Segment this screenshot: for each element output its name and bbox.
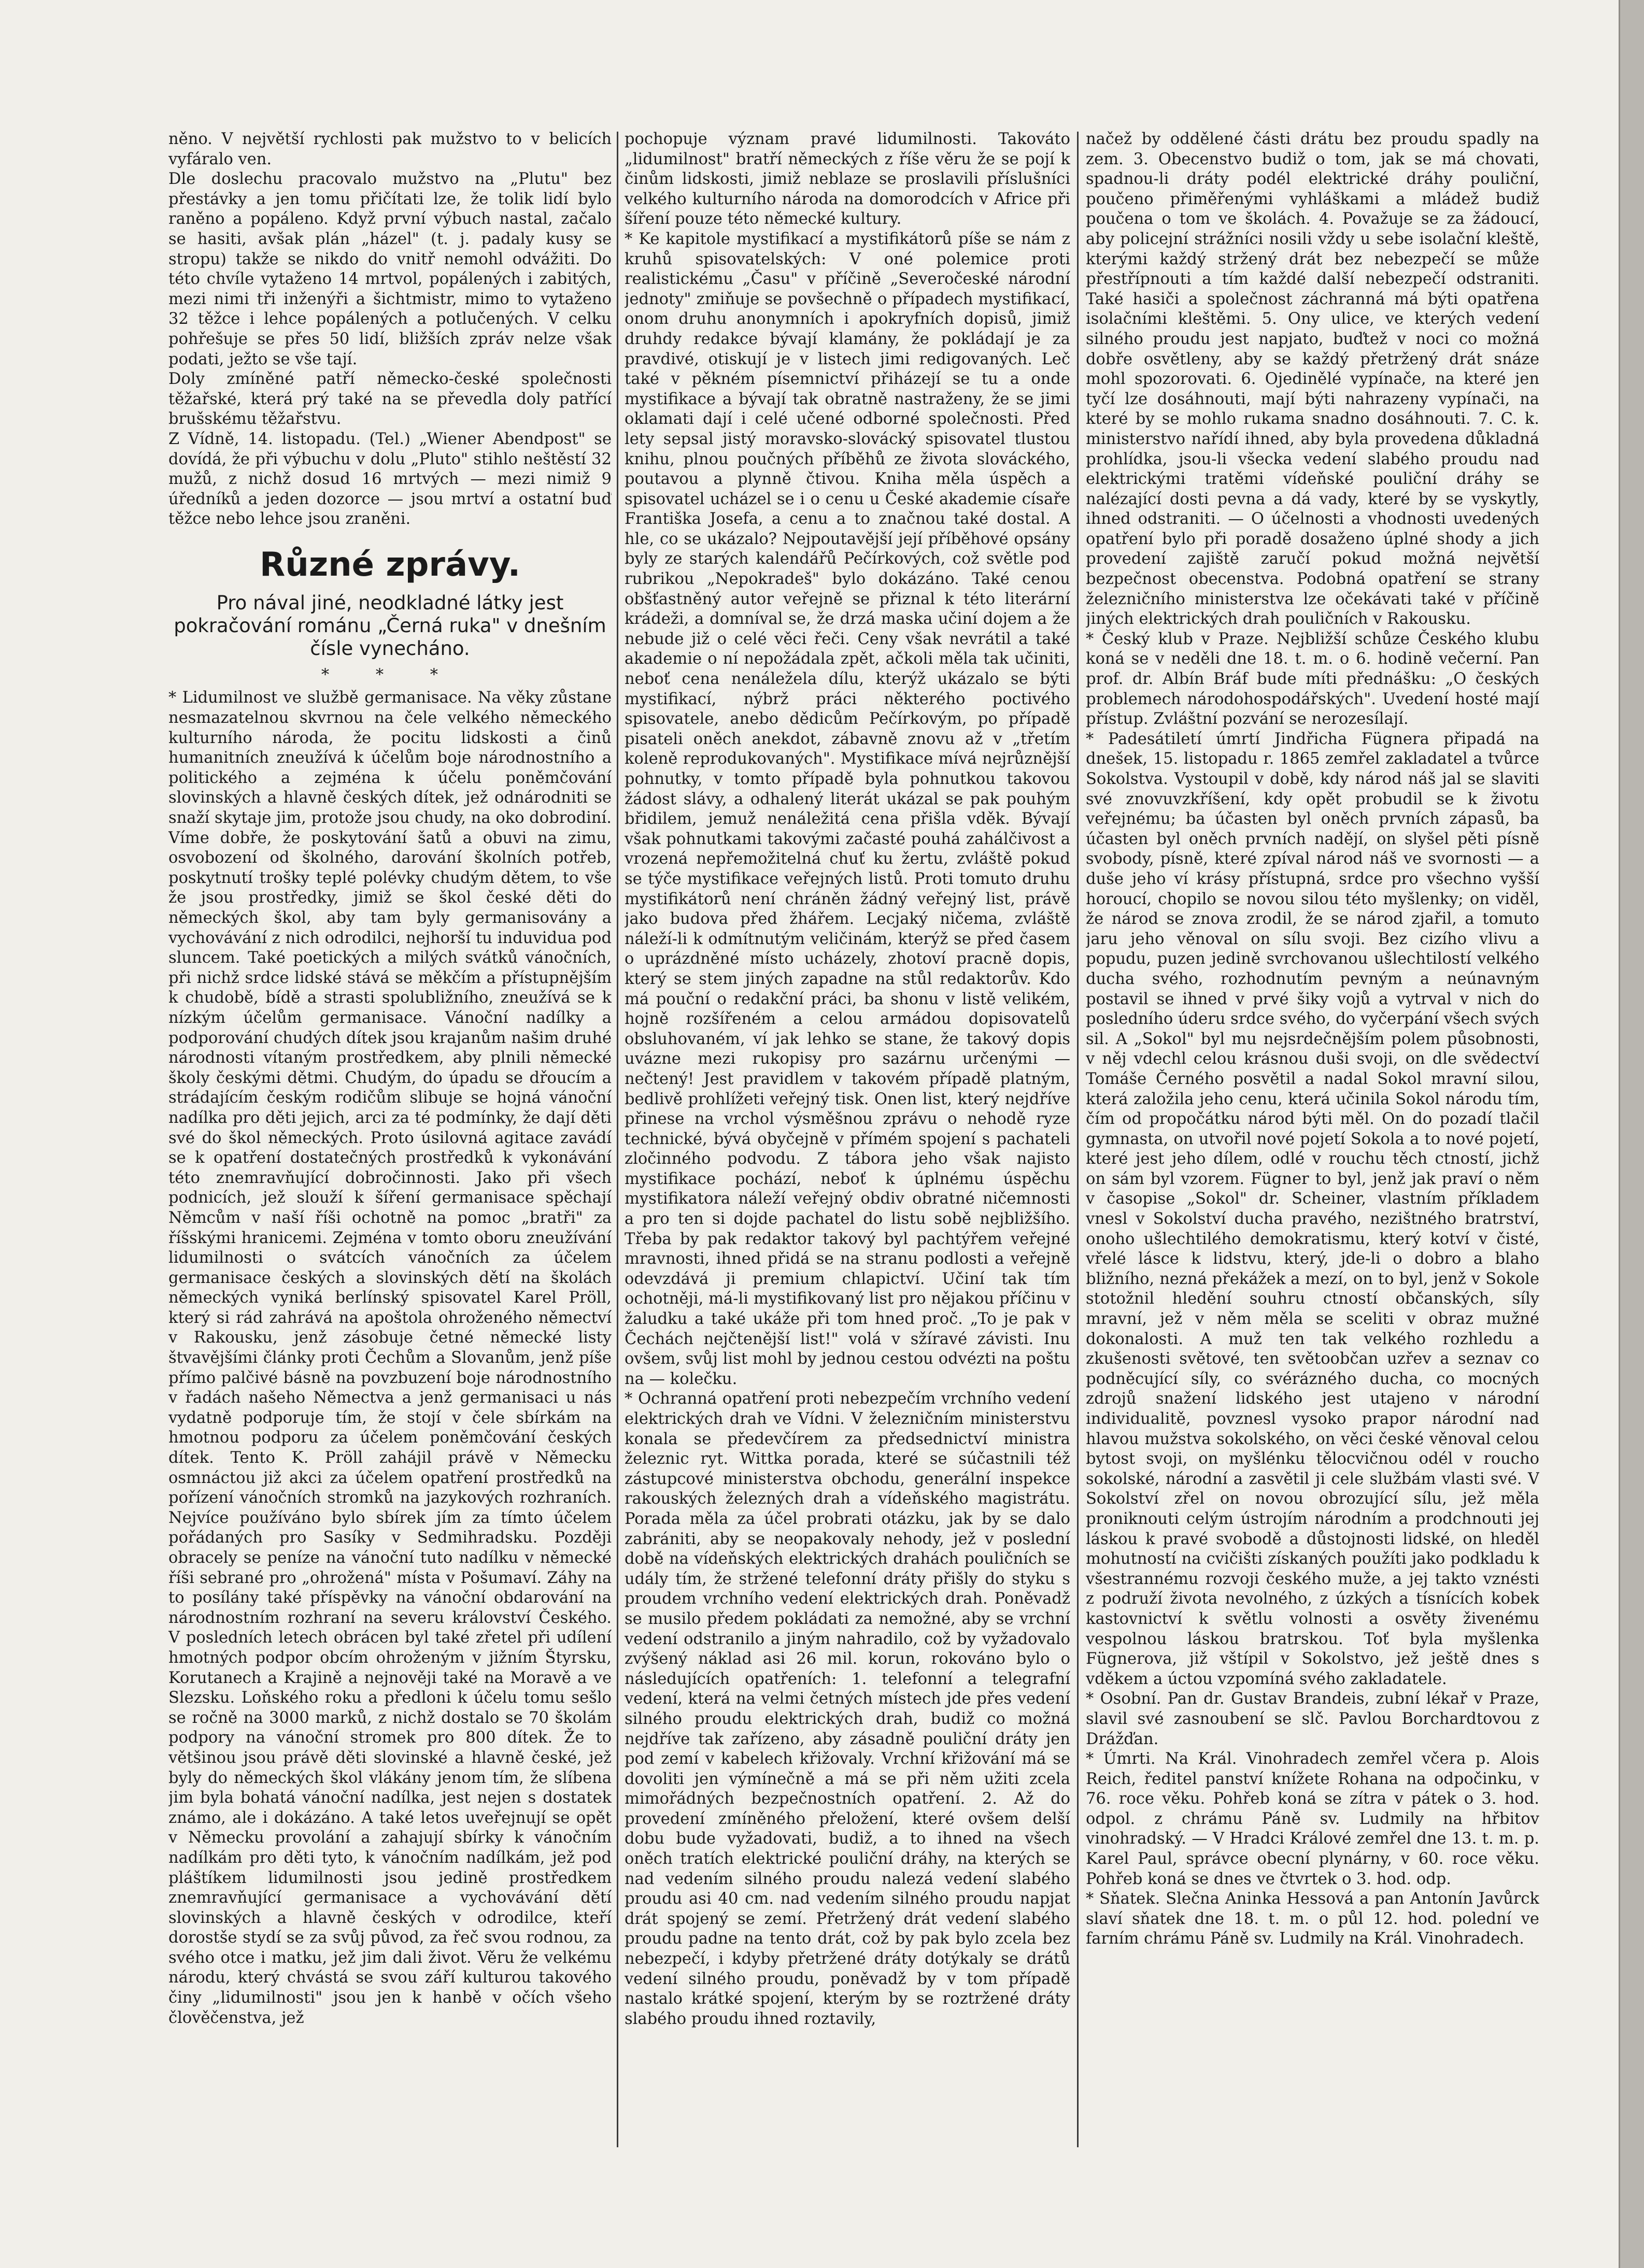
section-heading: Různé zprávy. — [259, 545, 521, 584]
paragraph: * Úmrti. Na Král. Vinohradech zemřel včera p. Alois Reich, ředitel panství knížete Rohana na odpočinku, v 76. roce věku. Pohřeb koná se zítra v pátek o 3. hod. odpol. z chrámu Páně sv. Ludmily na hřbitov vinohradský. — V Hradci Králové zemřel dne 13. t. m. p. Karel Paul, správce obecní plynárny, v 60. roce věku. Pohřeb koná se dnes ve čtvrtek o 3. hod. odp. — [1086, 1750, 1539, 1888]
newspaper-page — [158, 130, 1604, 2161]
paragraph: * Padesátiletí úmrtí Jindřicha Fügnera připadá na dnešek, 15. listopadu r. 1865 zemřel zakladatel a tvůrce Sokolstva. Vystoupil v době, kdy národ náš jal se slaviti své znovuvzkříšení, kdy opět probudil se k životu veřejnému; ba účasten byl oněch prvních zápasů, ba účasten byl oněch prvních nadějí, on slyšel pěti písně svobody, písně, které zpíval národ náš ve svornosti — a duše jeho ví krásy přístupná, srdce pro všechno vyšší horoucí, chopilo se novou silou této myšlenky; on viděl, že národ se znova zrodil, že se národ zjařil, a tomuto jaru jeho věnoval on sílu svoji. Bez cizího vlivu a popudu, puzen jedině svrchovanou ušlechtilostí velkého ducha svého, rozhodnutím pevným a neúnavným postavil se ihned v prvé šiky vojů a vytrval v nich do posledního úderu srdce svého, do vyčerpání všech svých sil. A „Sokol" byl mu nejsrdečnějším polem působnosti, v něj vdechl celou krásnou duši svoji, on dle svědectví Tomáše Černého posvětil a nadal Sokol mravní silou, která založila jeho cenu, která učinila Sokol národu tím, čím od propočátku národ býti měl. On do pozadí tlačil gymnasta, on utvořil nové pojetí Sokola a to nové pojetí, které jest jeho dílem, odlé v rouchu těch ctností, jichž on sám byl vzorem. Fügner to byl, jenž jak praví o něm v časopise „Sokol" dr. Scheiner, vlastním příkladem vnesl v Sokolství ducha pravého, nezištného bratrství, onoho ušlechtilého demokratismu, který kotví v čisté, vřelé lásce k lidstvu, který, jde-li o dobro a blaho bližního, nezná překážek a mezí, on to byl, jenž v Sokole stotožnil hledění souhru ctností občanských, síly mravní, jež v něm měla se sceliti v obraz mužné dokonalosti. A muž ten tak velkého rozhledu a zkušenosti světové, ten světoobčan uzřev a seznav co podněcující síly, co svérázného ducha, co mocných zdrojů snažení lidského jest utajeno v národní individualitě, povznesl vysoko prapor národní nad hlavou mužstva sokolského, on věci české věnoval celou bytost svoji, on myšlénku tělocvičnou odél v roucho sokolské, národní a zasvětil ji cele službám vlasti své. V Sokolství zřel on novou obrozující sílu, jež měla proniknouti celým ústrojím národním a prodchnouti jej láskou k pravé svobodě a důstojnosti lidské, on hleděl mohutností na cvičišti získaných použíti jako podkladu k všestrannému rozvoji českého muže, a jej takto vznésti z podruží života nevolného, z úzkých a tísnících kobek kastovnictví k světlu volnosti a osvěty živenému vespolnou láskou bratrskou. Toť byla myšlenka Fügnerova, již vštípil v Sokolstvo, jež ještě dnes s vděkem a úctou vzpomíná svého zakladatele. — [1086, 730, 1539, 1688]
separator-stars: * * * — [321, 665, 459, 684]
paragraph: Dle doslechu pracovalo mužstvo na „Plutu" bez přestávky a jen tomu přičítati lze, že tolik lidí bylo raněno a popáleno. Když první výbuch nastal, začalo se hasiti, avšak plán „házel" (t. j. padaly kusy se stropu) takže se nikdo do vnitř nemohl odvážiti. Do této chvíle vytaženo 14 mrtvol, popálených i zabitých, mezi nimi tři inženýři a šichtmistr, mimo to vytaženo 32 těžce i lehce popálených a potlučených. V celku pohřešuje se přes 50 lidí, bližších zpráv nelze však podati, ježto se vše tají. — [168, 170, 612, 368]
paragraph: Z Vídně, 14. listopadu. (Tel.) „Wiener Abendpost" se dovídá, že při výbuchu v dolu „Pluto" stihlo neštěstí 32 mužů, z nichž dosud 16 mrtvých — mezi nimiž 9 úředníků a jeden dozorce — jsou mrtví a ostatní buď těžce nebo lehce jsou zraněni. — [168, 430, 612, 529]
column-3 — [1086, 130, 1539, 2161]
paragraph: pochopuje význam pravé lidumilnosti. Takováto „lidumilnost" bratří německých z říše věru že se pojí k činům lidskosti, jimiž neblaze se proslavili příslušníci velkého kulturního národa na domorodcích v Africe při šíření pouze této německé kultury. — [625, 130, 1070, 229]
paragraph: * Osobní. Pan dr. Gustav Brandeis, zubní lékař v Praze, slavil své zasnoubení se slč. Pavlou Borchardtovou z Drážďan. — [1086, 1690, 1539, 1748]
paragraph: * Ke kapitole mystifikací a mystifikátorů píše se nám z kruhů spisovatelských: V oné polemice proti realistickému „Času" v příčině „Severočeské národní jednoty" zmiňuje se povšechně o případech mystifikací, onom druhu anonymních i apokryfních dopisů, jimiž druhdy redakce bývají klamány, že pokládají je za pravdivé, otiskují je v listech jimi redigovaných. Leč také v pěkném písemnictví přiházejí se tu a onde mystifikace a bývají tak obratně nastraženy, že se jimi oklamati dají i celé učené odborné společnosti. Před lety sepsal jistý moravsko-slovácký spisovatel tlustou knihu, plnou poučných příběhů ze života slováckého, poutavou a plynně čtivou. Kniha měla úspěch a spisovatel ucházel se i o cenu u České akademie císaře Františka Josefa, a cenu a to značnou také dostal. A hle, co se ukázalo? Nejpoutavější její příběhové opsány byly ze starých kalendářů Pečírkových, což světle pod rubrikou „Nepokradeš" bylo dokázáno. Také cenou obšťastněný autor veřejně se přiznal k této literární krádeži, a domníval se, že drzá maska učiní dojem a že nebude již o celé věci řeči. Ceny však nevrátil a také akademie o ní nepožádala zpět, ačkoli měla tak učiniti, neboť cena nenáležela dílu, kterýž ukázalo se býti mystifikací, nýbrž práci některého poctivého spisovatele, anebo dědicům Pečírkovým, po případě pisateli oněch anekdot, zábavně znovu až v „třetím koleně reprodukovaných". Mystifikace mívá nejrůznější pohnutky, v tomto případě byla pohnutkou takovou žádost slávy, a odhalený literát ukázal se pak pouhým břidilem, jemuž nenáležitá cena přišla vděk. Bývají však pohnutkami takovými začasté pouhá zahálčivost a vrozená nepřemožitelná chuť ku žertu, zvláště pokud se týče mystifikace veřejných listů. Proti tomuto druhu mystifikátorů není chráněn žádný veřejný list, právě jako budova před žhářem. Lecjaký ničema, zvláště náleží-li k odmítnutým veličinám, kterýž se před časem o uprázdněné místo ucházely, zhotoví pracně dopis, který se stem jiných zapadne na stůl redaktorův. Kdo má pouční o redakční práci, ba shonu v listě velikém, hojně rozšířeném a celou armádou dopisovatelů obsluhovaném, ví jak lehko se stane, že takový dopis uvázne mezi rukopisy pro sazárnu určenými — nečtený! Jest pravidlem v takovém případě platným, bedlivě prohlížeti veřejný tisk. Onen list, který nejdříve přinese na vrchol výsměšnou zprávu o nehodě ryze technické, bývá obyčejně v přímém spojení s pachateli zločinného podvodu. Z tábora jeho však najisto mystifikace pochází, neboť k úplnému úspěchu mystifikatora náleží veřejný obdiv obratné ničemnosti a pro ten si dojde pachatel do listu sobě nejbližšího. Třeba by pak redaktor takový byl pachtýřem veřejné mravnosti, ihned přidá se na stranu podlosti a veřejně odevzdává ji premium chlapictví. Učiní tak tím ochotněji, má-li mystifikovaný list pro nějakou příčinu v žaludku a také ukáže při tom hned proč. „To je pak v Čechách nejčtenější list!" volá v sžíravé závisti. Inu ovšem, svůj list mohl by jednou cestou odvézti na poštu na — kolečku. — [625, 230, 1070, 1388]
paragraph: * Lidumilnost ve službě germanisace. Na věky zůstane nesmazatelnou skvrnou na čele velkého německého kulturního národa, že pocitu lidskosti a činů humanitních zneužívá k účelům boje národnostního a politického a zejména k účelu poněmčování slovinských a hlavně českých dítek, jež odnárodniti se snaží skytaje jim, protože jsou chudy, na oko dobrodiní. Víme dobře, že poskytování šatů a obuvi na zimu, osvobození od školného, darování školních potřeb, poskytnutí trošky teplé polévky chudým dětem, to vše že jsou prostředky, jimiž se škol české děti do německých škol, aby tam byly germanisovány a vychovávání z nich odrodilci, nejhorší tu induvidua pod sluncem. Také poetických a milých svátků vánočních, při nichž srdce lidské stává se měkčím a přístupnějším k chudobě, bídě a strasti spolubližního, zneužívá se k nízkým účelům germanisace. Vánoční nadílky a podporování chudých dítek jsou krajanům našim druhé národnosti vítaným prostředkem, aby plnili německé školy českými dětmi. Chudým, do úpadu se dřoucím a strádajícím českým rodičům slibuje se hojná vánoční nadílka pro děti jejich, arci za té podmínky, že dají děti své do škol německých. Proto úsilovná agitace zavádí se k opatření dostatečných prostředků k vykonávání této znemravňující dobročinnosti. Jako při všech podnicích, jež slouží k šíření germanisace spěchají Němcům v naší říši ochotně na pomoc „bratři" za říšskými hranicemi. Zejména v tomto oboru zneužívání lidumilnosti o svátcích vánočních za účelem germanisace českých a slovinských dětí na školách německých vyniká berlínský spisovatel Karel Pröll, který si rád zahrává na apoštola ohroženého němectví v Rakousku, jenž zásobuje četné německé listy štvavějšími články proti Čechům a Slovanům, jenž píše přímo palčivé básně na povzbuzení boje národnostního v řadách našeho Němectva a jenž germanisaci u nás vydatně podporuje tím, že stojí v čele sbírkám na hmotnou podporu za účelem poněmčování českých dítek. Tento K. Pröll zahájil právě v Německu osmnáctou již akci za účelem opatření prostředků na pořízení vánočních stromků na jazykových rozhraních. Nejvíce používáno bylo sbírek jím za tímto účelem pořádaných pro Sasíky v Sedmihradsku. Později obracely se peníze na vánoční tuto nadílku v německé říši sebrané pro „ohrožená" místa v Pošumaví. Záhy na to posílány také příspěvky na vánoční obdarování na národnostním rozhraní na severu království Českého. V posledních letech obrácen byl také zřetel při udílení hmotných podpor obcím ohroženým v jižním Štyrsku, Korutanech a Krajině a nejnověji také na Moravě a ve Slezsku. Loňského roku a předloni k účelu tomu sešlo se ročně na 3000 marků, z nichž dostalo se 70 školám podpory na vánoční stromek pro 800 dítek. Že to většinou jsou právě děti slovinské a hlavně české, jež byly do německých škol vlákány jenom tím, že slíbena jim byla bohatá vánoční nadílka, jest nejen s dostatek známo, ale i dokázáno. A také letos uveřejnují se opět v Německu provolání a zahajují sbírky k vánočním nadílkám pro děti tyto, k vánočním nadílkám, jež pod pláštíkem lidumilnosti jsou jedině prostředkem znemravňující germanisace a vychovávání dětí slovinských a hlavně českých v odrodilce, kteří dorostše stydí se za svůj původ, za řeč svou rodnou, za svého otce i matku, jež jim dali život. Věru že velkému národu, který chvástá se svou září kulturou takového činy „lidumilnosti" jsou jen k hanbě v očích všeho člověčenstva, jež — [168, 689, 612, 2027]
notice: Pro nával jiné, neodkladné látky jest pokračování románu „Černá ruka" v dnešním čísle vynecháno. — [174, 591, 606, 660]
paragraph: Doly zmíněné patří německo-české společnosti těžařské, která prý také na se převedla doly patřící brušskému těžařstvu. — [168, 370, 612, 429]
column-rule — [1077, 132, 1079, 2147]
column-2 — [625, 130, 1070, 2161]
paragraph: * Český klub v Praze. Nejbližší schůze Českého klubu koná se v neděli dne 18. t. m. o 6. hodině večerní. Pan prof. dr. Albín Bráf bude míti přednášku: „O českých problemech národohospodářských". Uvedení hosté mají přístup. Zvláštní pozvání se nerozesílají. — [1086, 630, 1539, 729]
page-edge — [1619, 0, 1644, 2268]
paragraph: něno. V největší rychlosti pak mužstvo to v belicích vyfáralo ven. — [168, 130, 612, 168]
column-1 — [168, 130, 612, 2161]
paragraph: * Sňatek. Slečna Aninka Hessová a pan Antonín Javůrck slaví sňatek dne 18. t. m. o půl 12. hod. polední ve farním chrámu Páně sv. Ludmily na Král. Vinohradech. — [1086, 1890, 1539, 1948]
paragraph: * Ochranná opatření proti nebezpečím vrchního vedení elektrických drah ve Vídni. V železničním ministerstvu konala se předevčírem za předsednictví ministra železnic ryt. Wittka porada, které se súčastnili též zástupcové ministerstva obchodu, generální inspekce rakouských železných drah a vídeňského magistrátu. Porada měla za účel probrati otázku, jak by se dalo zabrániti, aby se neopakovaly nehody, jež v poslední době na vídeňských elektrických drahách pouličních se udály tím, že stržené telefonní dráty přišly do styku s proudem vrchního vedení elektrických drah. Poněvadž se musilo předem pokládati za nemožné, aby se vrchní vedení odstranilo a jiným nahradilo, což by vyžadovalo zvýšený náklad asi 26 mil. korun, rokováno bylo o následujících opatřeních: 1. telefonní a telegrafní vedení, která na velmi četných místech jde přes vedení silného proudu elektrických drah, budiž co možná nejdříve tak zařízeno, aby zásadně pouliční dráty jen pod zemí v kabelech křižovaly. Vrchní křižování má se dovoliti jen výmínečně a má se při něm užiti zcela mimořádných bezpečnostních opatření. 2. Až do provedení zmíněného přeložení, které ovšem delší dobu bude vyžadovati, budiž, a to ihned na všech oněch tratích elektrické pouliční dráhy, na kterých se nad vedením silného proudu nalezá vedení slabého proudu asi 40 cm. nad vedením silného proudu napjat drát spojený se zemí. Přetržený drát vedení slabého proudu padne na tento drát, což by pak bylo zcela bez nebezpečí, i kdyby přetržené dráty dotýkaly se drátů vedení silného proudu, poněvadž by v tom případě nastalo krátké spojení, kterým by se roztržené dráty slabého proudu ihned roztavily, — [625, 1390, 1070, 2028]
paragraph: načež by oddělené části drátu bez proudu spadly na zem. 3. Obecenstvo budiž o tom, jak se má chovati, spadnou-li dráty podél elektrické dráhy pouliční, poučeno přiměřenými vyhláškami a mládež budiž poučena o tom ve školách. 4. Považuje se za žádoucí, aby policejní strážníci nosili vždy u sebe isolační kleště, kterými každý stržený drát bez nebezpečí se může přestřípnouti a tím každé další nebezpečí odstraniti. Také hasiči a společnost záchranná má býti opatřena isolačními kleštěmi. 5. Ony ulice, ve kterých vedení silného proudu jest napjato, buďtež v noci co možná dobře osvětleny, aby se každý přetržený drát snáze mohl spozorovati. 6. Ojedinělé vypínače, na které jen tyčí lze dosáhnouti, mají býti nahrazeny vypínači, na které by se mohlo rukama snadno dosáhnouti. 7. C. k. ministerstvo nařídí ihned, aby byla provedena důkladná prohlídka, jsou-li všecka vedení slabého proudu nad elektrickými tratěmi vídeňské pouliční dráhy se nalézající dosti pevna a dá vady, které by se vyskytly, ihned odstraniti. — O účelnosti a vhodnosti uvedených opatření bylo při poradě dosaženo úplné shody a jich provedení zajiště zaručí pokud možná největší bezpečnost obecenstva. Podobná opatření se strany železničního ministerstva lze očekávati také v příčině jiných elektrických drah pouličních v Rakousku. — [1086, 130, 1539, 629]
column-rule — [617, 132, 618, 2147]
